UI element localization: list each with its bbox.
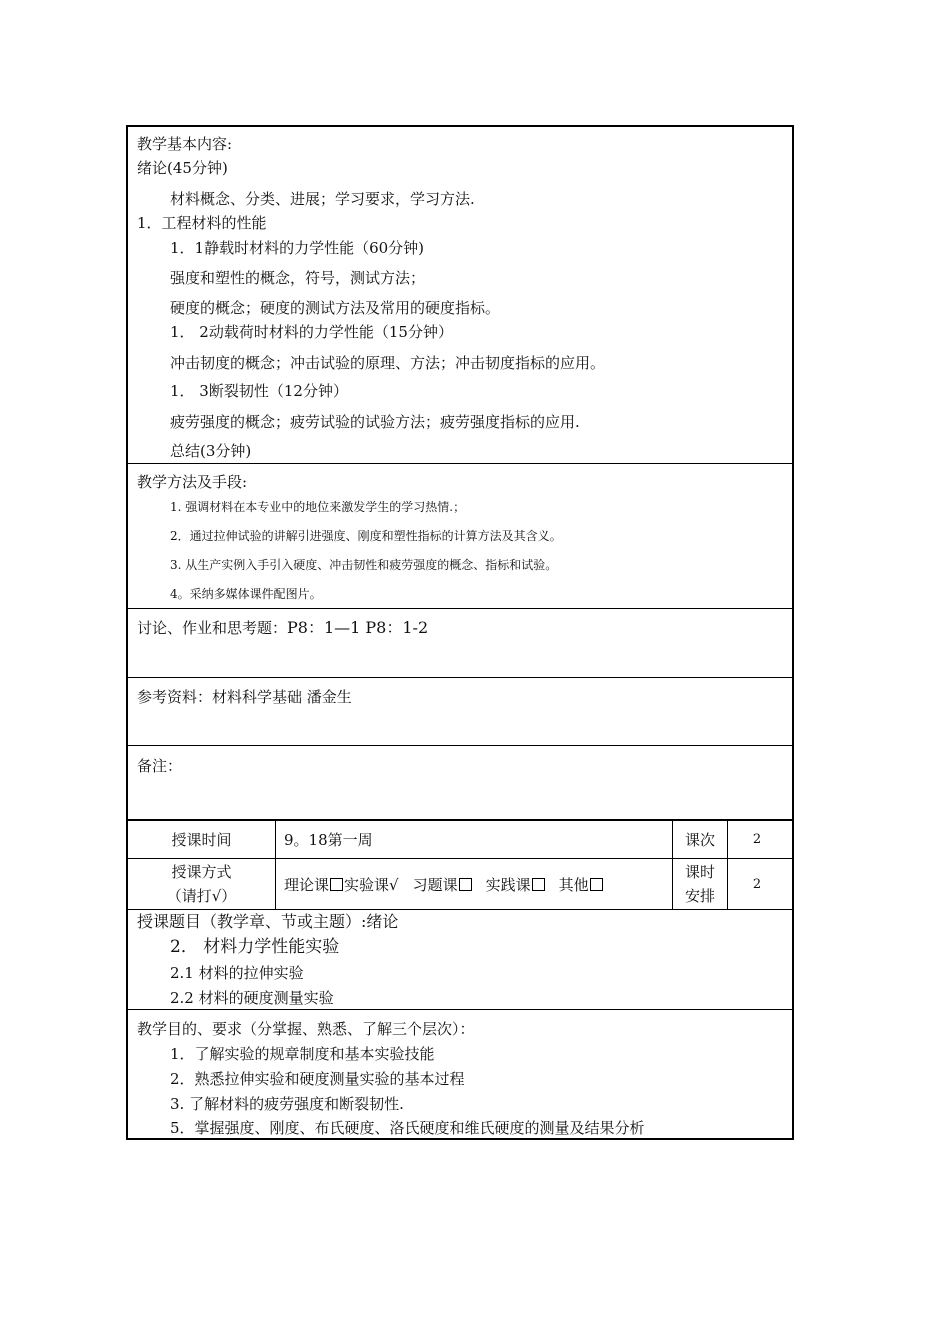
methods-item-4: 4。采纳多媒体课件配图片。 — [170, 587, 322, 601]
topic-section — [128, 910, 792, 1010]
methods-item-2: 2．通过拉伸试验的讲解引进强度、刚度和塑性指标的计算方法及其含义。 — [170, 529, 562, 543]
checkbox-theory-icon[interactable] — [330, 878, 343, 891]
teaching-methods-section — [128, 464, 792, 609]
discussion-section — [128, 609, 792, 678]
intro-title: 绪论(45分钟) — [137, 159, 228, 177]
mode-label — [128, 859, 276, 909]
checkbox-other-icon[interactable] — [590, 878, 603, 891]
discussion-value: P8：1—1 P8：1-2 — [287, 618, 429, 637]
goals-item-2: 2．熟悉拉伸实验和硬度测量实验的基本过程 — [170, 1070, 465, 1088]
section-1-1-line1: 强度和塑性的概念，符号，测试方法； — [170, 269, 426, 287]
teaching-content-section — [128, 127, 792, 464]
arrange-label-line2: 安排 — [684, 887, 715, 905]
notes-section — [128, 746, 792, 821]
lesson-plan-sheet — [126, 125, 794, 1140]
references-section — [128, 678, 792, 746]
references-text: 参考资料：材料科学基础 潘金生 — [137, 688, 352, 706]
mode-label-line2: （请打√） — [166, 887, 237, 905]
arrange-label — [673, 859, 728, 909]
time-value: 9。18第一周 — [276, 821, 673, 858]
count-label: 课次 — [673, 821, 728, 858]
goals-item-3: 3. 了解材料的疲劳强度和断裂韧性. — [170, 1095, 404, 1113]
mode-other: 其他 — [558, 875, 589, 894]
time-label: 授课时间 — [128, 821, 276, 858]
goals-item-4: 5．掌握强度、刚度、布氏硬度、洛氏硬度和维氏硬度的测量及结果分析 — [170, 1119, 645, 1137]
mode-options — [276, 859, 673, 909]
topic-chapter: 2． 材料力学性能实验 — [170, 937, 340, 957]
methods-item-1: 1. 强调材料在本专业中的地位来激发学生的学习热情.； — [170, 500, 466, 514]
mode-exercise: 习题课 — [412, 875, 458, 894]
count-value — [728, 821, 786, 858]
section-1-3-title: 1． 3断裂韧性（12分钟） — [170, 382, 348, 400]
goals-section — [128, 1010, 792, 1140]
mode-theory: 理论课 — [284, 875, 330, 894]
goals-label: 教学目的、要求（分掌握、熟悉、了解三个层次）： — [137, 1020, 475, 1038]
mode-practice: 实践课 — [485, 875, 531, 894]
mode-lab: 实验课√ — [344, 875, 399, 894]
intro-text: 材料概念、分类、进展；学习要求，学习方法. — [170, 190, 475, 208]
summary-line: 总结(3分钟) — [170, 442, 252, 460]
content-heading: 教学基本内容: — [137, 135, 233, 153]
topic-item-1: 2.1 材料的拉伸实验 — [170, 964, 304, 982]
checkbox-exercise-icon[interactable] — [459, 878, 472, 891]
section-1-2-title: 1． 2动载荷时材料的力学性能（15分钟） — [170, 323, 453, 341]
topic-label: 授课题目（教学章、节或主题）:绪论 — [137, 912, 399, 931]
section-1-1-title: 1．1静载时材料的力学性能（60分钟) — [170, 239, 425, 257]
arrange-value — [728, 859, 786, 909]
methods-item-3: 3. 从生产实例入手引入硬度、冲击韧性和疲劳强度的概念、指标和试验。 — [170, 558, 558, 572]
arrange-label-line1: 课时 — [684, 863, 715, 881]
discussion-line — [137, 618, 428, 638]
count-value-text: 2 — [752, 832, 762, 847]
arrange-value-text: 2 — [752, 876, 762, 892]
section-1-1-line2: 硬度的概念；硬度的测试方法及常用的硬度指标。 — [170, 299, 501, 317]
discussion-label: 讨论、作业和思考题： — [137, 619, 288, 637]
methods-heading: 教学方法及手段: — [137, 473, 248, 491]
checkbox-practice-icon[interactable] — [532, 878, 545, 891]
notes-text: 备注： — [137, 757, 183, 775]
schedule-mode-row — [128, 859, 792, 910]
section-1-2-line1: 冲击韧度的概念；冲击试验的原理、方法；冲击韧度指标的应用。 — [170, 354, 606, 372]
goals-item-1: 1．了解实验的规章制度和基本实验技能 — [170, 1045, 435, 1063]
mode-label-line1: 授课方式 — [171, 863, 232, 881]
topic-item-2: 2.2 材料的硬度测量实验 — [170, 989, 334, 1007]
schedule-time-row — [128, 821, 792, 859]
section-1-3-line1: 疲劳强度的概念；疲劳试验的试验方法；疲劳强度指标的应用. — [170, 413, 580, 431]
chapter1-title: 1．工程材料的性能 — [137, 214, 267, 232]
